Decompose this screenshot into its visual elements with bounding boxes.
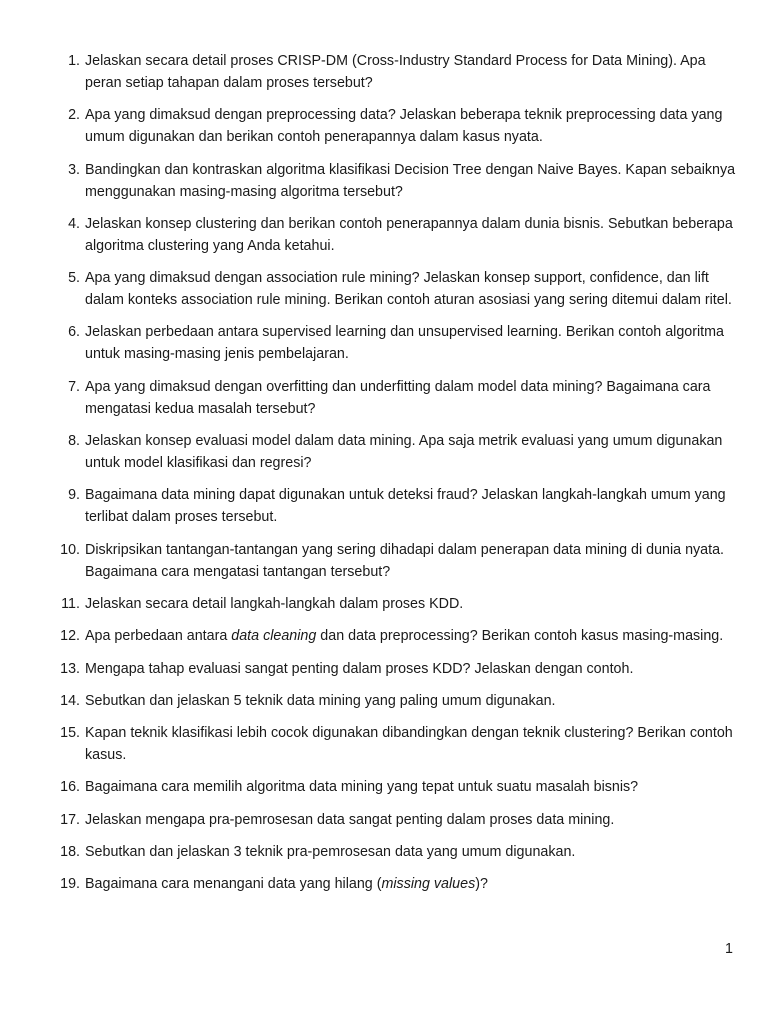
question-item (0, 809, 768, 831)
question-text (85, 487, 726, 525)
question-text (85, 812, 614, 828)
question-text-segment: Apa perbedaan antara (85, 628, 232, 645)
question-text (85, 162, 735, 200)
question-item (0, 873, 768, 895)
question-text-segment: dan data preprocessing? Berikan contoh kasus masing-masing. (316, 628, 724, 645)
question-number: 4. (68, 215, 80, 232)
question-item (0, 722, 768, 766)
question-number: 13. (60, 660, 80, 677)
question-text-segment: Sebutkan dan jelaskan 3 teknik pra-pemrosesan data yang umum digunakan. (85, 844, 576, 861)
question-text-segment: Jelaskan perbedaan antara supervised learning dan unsupervised learning. Berikan contoh algoritma untuk masing-masing jenis pembelajaran. (85, 324, 725, 363)
question-item (0, 625, 768, 647)
question-number: 3. (68, 161, 80, 178)
question-item (0, 776, 768, 798)
question-number: 7. (68, 378, 80, 395)
question-text-segment: Jelaskan secara detail langkah-langkah dalam proses KDD. (85, 595, 464, 612)
question-number: 2. (68, 107, 80, 124)
question-text-segment: Apa yang dimaksud dengan overfitting dan underfitting dalam model data mining? Bagaimana cara mengatasi kedua masalah tersebut? (85, 378, 711, 417)
question-text (85, 661, 633, 677)
question-item (0, 690, 768, 712)
italic-term: missing values (381, 876, 476, 893)
italic-term: data cleaning (231, 628, 317, 645)
question-text-segment: Apa yang dimaksud dengan association rule mining? Jelaskan konsep support, confidence, dan lift dalam konteks association rule mining. Berikan contoh aturan asosiasi yang sering ditemui dalam ritel. (85, 270, 732, 309)
question-text (85, 270, 732, 308)
question-text (85, 725, 733, 763)
question-number: 19. (60, 876, 80, 893)
question-list (0, 50, 768, 906)
question-text (85, 379, 711, 417)
question-item (0, 50, 768, 94)
page-number: 1 (725, 941, 733, 957)
question-number: 10. (60, 541, 80, 558)
question-text (85, 844, 575, 860)
question-text-segment: Bagaimana data mining dapat digunakan untuk deteksi fraud? Jelaskan langkah-langkah umum yang terlibat dalam proses tersebut. (85, 487, 726, 526)
question-number: 9. (68, 487, 80, 504)
question-item (0, 321, 768, 365)
question-number: 5. (68, 270, 80, 287)
question-number: 11. (61, 595, 80, 612)
question-item (0, 159, 768, 203)
question-number: 14. (60, 692, 80, 709)
question-number: 18. (60, 844, 80, 861)
question-text (85, 324, 724, 362)
question-text-segment: )? (475, 876, 488, 893)
question-text (85, 876, 488, 892)
question-number: 16. (60, 779, 80, 796)
question-text (85, 107, 722, 145)
question-item (0, 430, 768, 474)
question-item (0, 267, 768, 311)
question-text-segment: Bandingkan dan kontraskan algoritma klasifikasi Decision Tree dengan Naive Bayes. Kapan sebaiknya menggunakan masing-masing algoritma tersebut? (85, 161, 736, 200)
question-number: 1. (68, 53, 80, 69)
question-number: 12. (60, 628, 80, 645)
question-item (0, 376, 768, 420)
question-item (0, 484, 768, 528)
question-text (85, 596, 463, 612)
question-item (0, 104, 768, 148)
question-item (0, 593, 768, 615)
question-text-segment: Sebutkan dan jelaskan 5 teknik data mining yang paling umum digunakan. (85, 692, 556, 709)
question-number: 15. (60, 725, 80, 742)
question-item (0, 539, 768, 583)
question-item (0, 213, 768, 257)
question-text-segment: Apa yang dimaksud dengan preprocessing data? Jelaskan beberapa teknik preprocessing data yang umum digunakan dan berikan contoh penerapannya dalam kasus nyata. (85, 107, 723, 146)
question-text-segment: Jelaskan mengapa pra-pemrosesan data sangat penting dalam proses data mining. (85, 811, 615, 828)
question-text (85, 216, 733, 254)
question-text (85, 542, 724, 580)
question-text-segment: Jelaskan konsep evaluasi model dalam data mining. Apa saja metrik evaluasi yang umum digunakan untuk model klasifikasi dan regresi? (85, 433, 723, 472)
question-text (85, 53, 706, 91)
question-text-segment: Jelaskan secara detail proses CRISP-DM (Cross-Industry Standard Process for Data Mining). Apa peran setiap tahapan dalam proses tersebut? (85, 53, 706, 91)
question-number: 17. (60, 811, 80, 828)
question-item (0, 841, 768, 863)
question-item (0, 658, 768, 680)
question-text (85, 433, 722, 471)
question-text (85, 693, 556, 709)
question-text (85, 628, 723, 644)
question-text (85, 779, 638, 795)
question-text-segment: Jelaskan konsep clustering dan berikan contoh penerapannya dalam dunia bisnis. Sebutkan beberapa algoritma clustering yang Anda ketahui. (85, 215, 733, 254)
question-text-segment: Kapan teknik klasifikasi lebih cocok digunakan dibandingkan dengan teknik clustering? Berikan contoh kasus. (85, 725, 733, 764)
question-text-segment: Bagaimana cara menangani data yang hilang ( (85, 876, 382, 893)
question-text-segment: Bagaimana cara memilih algoritma data mining yang tepat untuk suatu masalah bisnis? (85, 779, 639, 796)
question-number: 6. (68, 324, 80, 341)
question-number: 8. (68, 433, 80, 450)
question-text-segment: Mengapa tahap evaluasi sangat penting dalam proses KDD? Jelaskan dengan contoh. (85, 660, 634, 677)
question-text-segment: Diskripsikan tantangan-tantangan yang sering dihadapi dalam penerapan data mining di dunia nyata. Bagaimana cara mengatasi tantangan tersebut? (85, 541, 725, 580)
